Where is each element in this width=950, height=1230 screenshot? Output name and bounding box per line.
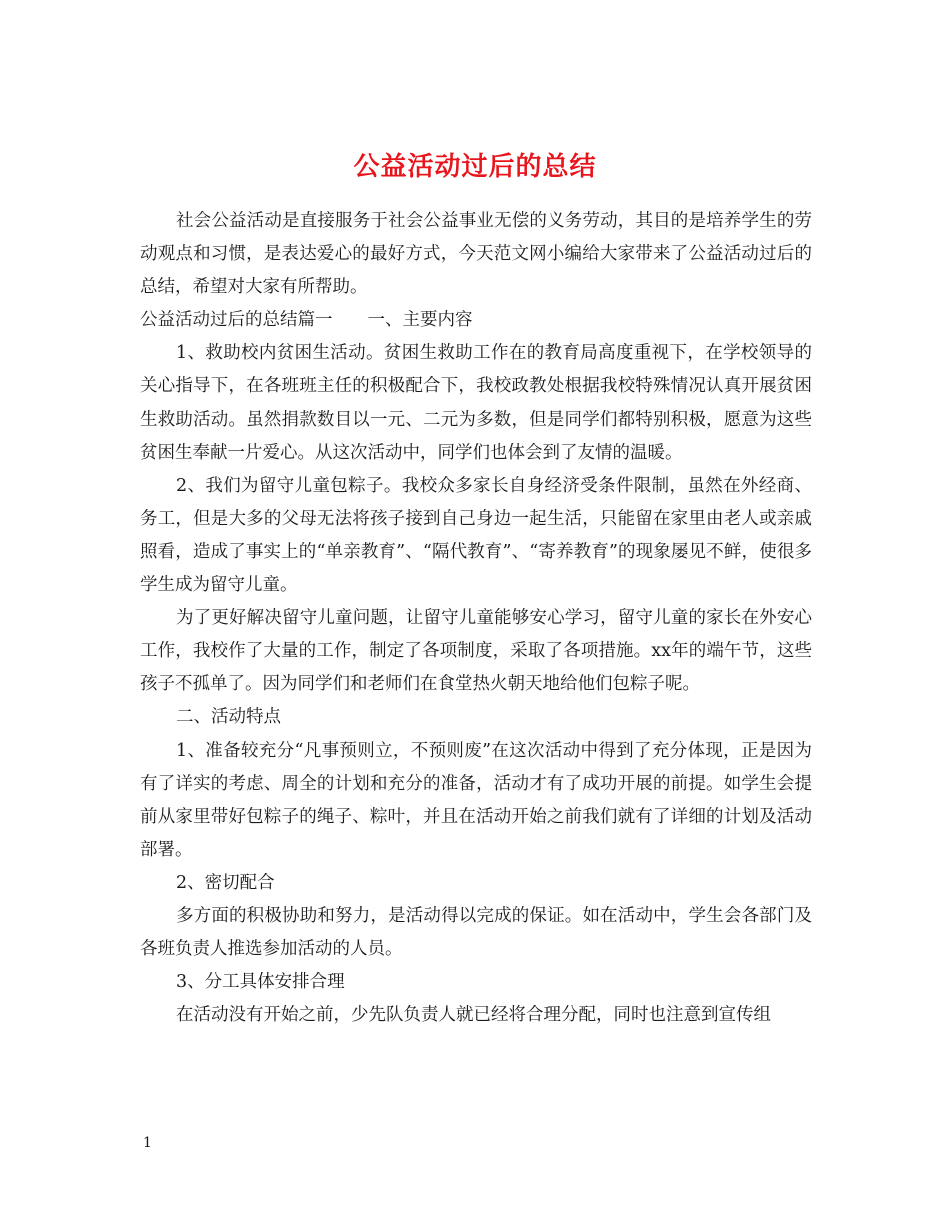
paragraph-heading-division: 3、分工具体安排合理 (176, 972, 345, 993)
paragraph-heading-cooperation: 2、密切配合 (176, 872, 275, 893)
paragraph-division: 在活动没有开始之前，少先队负责人就已经将合理分配，同时也注意到宣传组 (176, 1005, 771, 1026)
paragraph-left-behind-children: 为了更好解决留守儿童问题，让留守儿童能够安心学习，留守儿童的家长在外安心工作，我校作了大量的工作，制定了各项制度，采取了各项措施。xx年的端午节，这些孩子不孤单了。因为同学们和老师们在食堂热火朝天地给他们包粽子呢。 (140, 608, 812, 695)
paragraph-item-1: 1、救助校内贫困生活动。贫困生救助工作在的教育局高度重视下，在学校领导的关心指导下，在各班班主任的积极配合下，我校政教处根据我校特殊情况认真开展贫困生救助活动。虽然捐款数目以一元、二元为多数，但是同学们都特别积极，愿意为这些贫困生奉献一片爱心。从这次活动中，同学们也体会到了友情的温暖。 (140, 343, 812, 463)
paragraph-heading-features: 二、活动特点 (176, 707, 281, 728)
paragraph-intro: 社会公益活动是直接服务于社会公益事业无偿的义务劳动，其目的是培养学生的劳动观点和习惯，是表达爱心的最好方式，今天范文网小编给大家带来了公益活动过后的总结，希望对大家有所帮助。 (140, 211, 812, 298)
paragraph-item-2: 2、我们为留守儿童包粽子。我校众多家长自身经济受条件限制，虽然在外经商、务工，但是大多的父母无法将孩子接到自己身边一起生活，只能留在家里由老人或亲戚照看，造成了事实上的“单亲教育”、“隔代教育”、“寄养教育”的现象屡见不鲜，使很多学生成为留守儿童。 (140, 475, 812, 596)
paragraph-feature-1: 1、准备较充分“凡事预则立，不预则废”在这次活动中得到了充分体现，正是因为有了详实的考虑、周全的计划和充分的准备，活动才有了成功开展的前提。如学生会提前从家里带好包粽子的绳子、粽叶，并且在活动开始之前我们就有了详细的计划及活动部署。 (140, 740, 812, 860)
document-title: 公益活动过后的总结 (353, 152, 597, 183)
paragraph-section-heading: 公益活动过后的总结篇一 一、主要内容 (140, 310, 473, 331)
page-number: 1 (143, 1135, 152, 1151)
document-body (140, 205, 812, 1032)
paragraph-cooperation: 多方面的积极协助和努力，是活动得以完成的保证。如在活动中，学生会各部门及各班负责人推选参加活动的人员。 (140, 905, 812, 960)
